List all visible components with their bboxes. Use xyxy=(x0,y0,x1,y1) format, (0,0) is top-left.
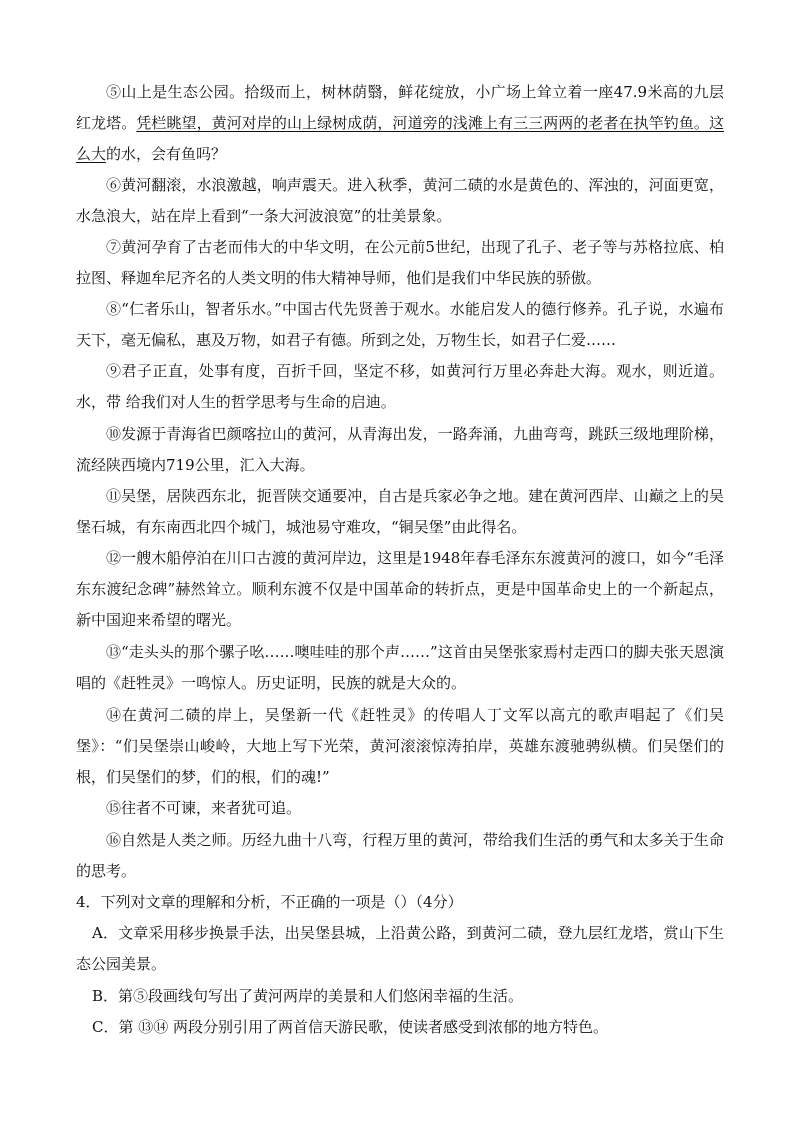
paragraph-5 xyxy=(76,77,724,170)
paragraph-13-text: ⑬“走头头的那个骡子吆……噢哇哇的那个声……”这首由吴堡张家焉村走西口的脚夫张天恩演唱的《赶牲灵》一鸣惊人。历史证明，民族的就是大众的。 xyxy=(76,643,724,692)
paragraph-9 xyxy=(76,356,724,418)
paragraph-12 xyxy=(76,543,724,636)
paragraph-7-text: ⑦黄河孕育了古老而伟大的中华文明，在公元前5世纪，出现了孔子、老子等与苏格拉底、柏拉图、释迦牟尼齐名的人类文明的伟大精神导师，他们是我们中华民族的骄傲。 xyxy=(76,238,724,287)
paragraph-5-underlined-sentence: 凭栏眺望，黄河对岸的山上绿树成荫，河道旁的浅滩上有三三两两的老者在执竿钓鱼。这么大 xyxy=(76,114,724,163)
paragraph-15-text: ⑮往者不可谏，来者犹可追。 xyxy=(106,799,302,817)
option-c[interactable]: C．第 ⑬⑭ 两段分别引用了两首信天游民歌，使读者感受到浓郁的地方特色。 xyxy=(92,1018,609,1036)
paragraph-8 xyxy=(76,294,724,356)
paragraph-8-text: ⑧“仁者乐山，智者乐水。”中国古代先贤善于观水。水能启发人的德行修养。孔子说，水遍布天下，毫无偏私，惠及万物，如君子有德。所到之处，万物生长，如君子仁爱…… xyxy=(76,300,724,349)
paragraph-7 xyxy=(76,232,724,294)
paragraph-9-text: ⑨君子正直，处事有度，百折千回，坚定不移，如黄河行万里必奔赴大海。观水，则近道。水，带 给我们对人生的哲学思考与生命的启迪。 xyxy=(76,362,724,411)
paragraph-6-text: ⑥黄河翻滚，水浪激越，响声震天。进入秋季，黄河二碛的水是黄色的、浑浊的，河面更宽，水急浪大，站在岸上看到“一条大河波浪宽”的壮美景象。 xyxy=(76,176,724,225)
paragraph-15 xyxy=(76,793,724,824)
paragraph-10 xyxy=(76,419,724,481)
option-a[interactable]: A．文章采用移步换景手法，出吴堡县城，上沿黄公路，到黄河二碛，登九层红龙塔，赏山下生态公园美景。 xyxy=(76,924,724,973)
paragraph-16-text: ⑯自然是人类之师。历经九曲十八弯，行程万里的黄河，带给我们生活的勇气和太多关于生命的思考。 xyxy=(76,831,724,880)
paragraph-5-text-b: 的水，会有鱼吗？ xyxy=(106,145,227,163)
paragraph-11-text: ⑪吴堡，居陕西东北，扼晋陕交通要冲，自古是兵家必争之地。建在黄河西岸、山巅之上的吴堡石城，有东南西北四个城门，城池易守难攻，“铜吴堡”由此得名。 xyxy=(76,487,724,536)
paragraph-5-text-a: ⑤山上是生态公园。拾级而上，树林荫翳，鲜花绽放，小广场上耸立着一座47.9米高的九层红龙塔。 xyxy=(76,83,724,132)
option-b[interactable]: B．第⑤段画线句写出了黄河两岸的美景和人们悠闲幸福的生活。 xyxy=(92,987,524,1005)
paragraph-10-text: ⑩发源于青海省巴颜喀拉山的黄河，从青海出发，一路奔涌，九曲弯弯，跳跃三级地理阶梯，流经陕西境内719公里，汇入大海。 xyxy=(76,425,724,474)
paragraph-13 xyxy=(76,637,724,699)
paragraph-14-text: ⑭在黄河二碛的岸上，吴堡新一代《赶牲灵》的传唱人丁文军以高亢的歌声唱起了《们吴堡》：“们吴堡崇山峻岭，大地上写下光荣，黄河滚滚惊涛拍岸，英雄东渡驰骋纵横。们吴堡们的根，们吴堡们的梦，们的根，们的魂!” xyxy=(76,706,724,786)
paragraph-11 xyxy=(76,481,724,543)
paragraph-12-text: ⑫一艘木船停泊在川口古渡的黄河岸边，这里是1948年春毛泽东东渡黄河的渡口，如今“毛泽东东渡纪念碑”赫然耸立。顺利东渡不仅是中国革命的转折点，更是中国革命史上的一个新起点，新中国迎来希望的曙光。 xyxy=(76,549,724,629)
paragraph-6 xyxy=(76,170,724,232)
question-stem: 4．下列对文章的理解和分析，不正确的一项是（）（4分） xyxy=(76,893,463,911)
paragraph-16 xyxy=(76,825,724,887)
paragraph-14 xyxy=(76,700,724,793)
